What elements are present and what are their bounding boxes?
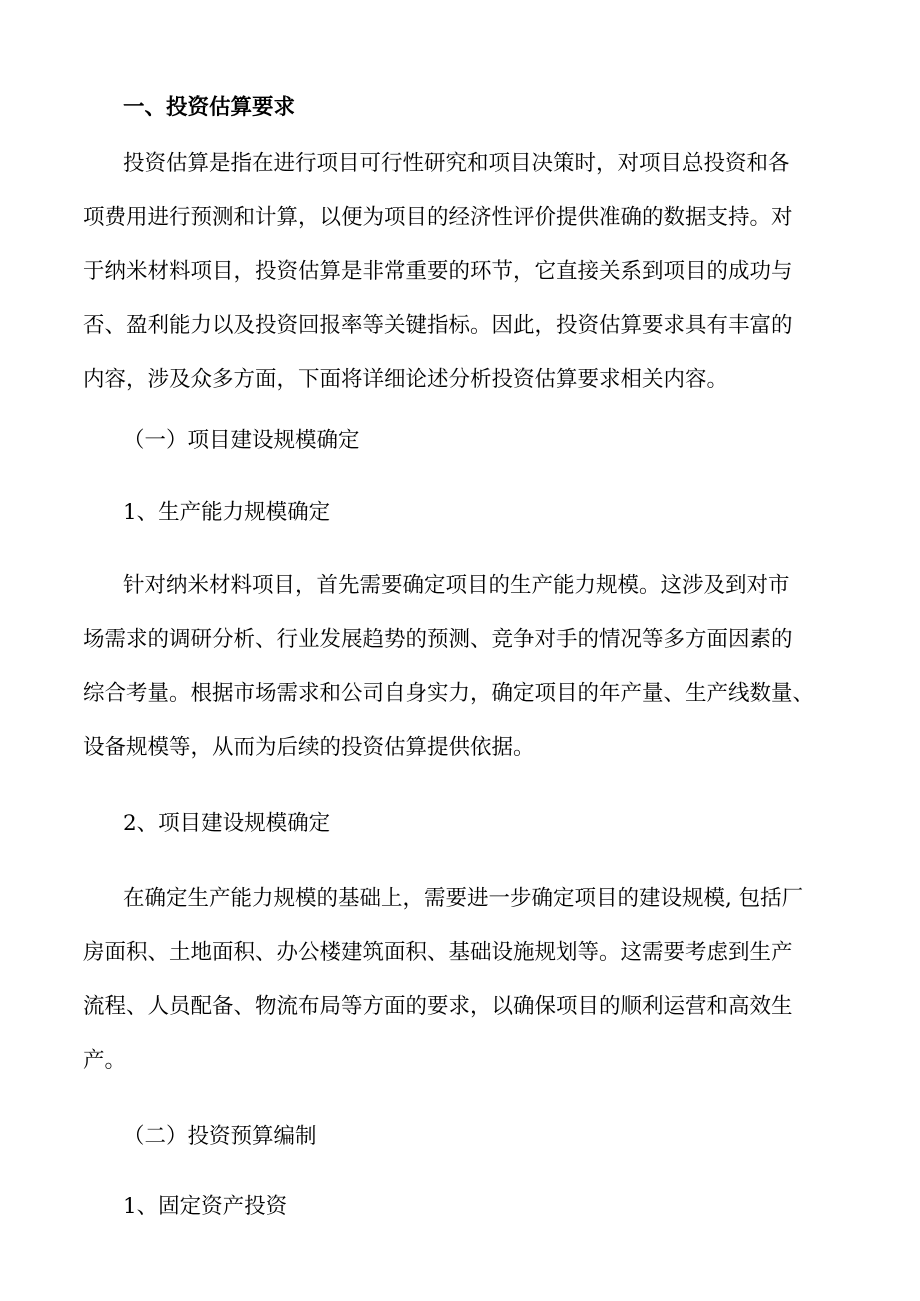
construction-line-4: 产。 — [83, 1048, 127, 1073]
construction-line-2: 房面积、土地面积、办公楼建筑面积、基础设施规划等。这需要考虑到生产 — [83, 940, 793, 965]
capacity-line-3: 综合考量。根据市场需求和公司自身实力，确定项目的年产量、生产线数量、 — [83, 681, 815, 706]
intro-line-4: 否、盈利能力以及投资回报率等关键指标。因此，投资估算要求具有丰富的 — [83, 313, 793, 338]
capacity-line-4: 设备规模等，从而为后续的投资估算提供依据。 — [83, 735, 535, 760]
subsection-title-construction: 2、项目建设规模确定 — [123, 811, 331, 836]
construction-line-1: 在确定生产能力规模的基础上，需要进一步确定项目的建设规模, 包括厂 — [123, 886, 804, 911]
intro-line-5: 内容，涉及众多方面，下面将详细论述分析投资估算要求相关内容。 — [83, 367, 729, 392]
intro-line-3: 于纳米材料项目，投资估算是非常重要的环节，它直接关系到项目的成功与 — [83, 259, 793, 284]
capacity-line-2: 场需求的调研分析、行业发展趋势的预测、竞争对手的情况等多方面因素的 — [83, 627, 793, 652]
section-title-budget: （二）投资预算编制 — [123, 1124, 317, 1149]
heading-investment-estimate: 一、投资估算要求 — [123, 95, 296, 120]
intro-line-2: 项费用进行预测和计算，以便为项目的经济性评价提供准确的数据支持。对 — [83, 205, 793, 230]
subsection-title-fixed-assets: 1、固定资产投资 — [123, 1194, 288, 1219]
subsection-title-capacity: 1、生产能力规模确定 — [123, 500, 331, 525]
construction-line-3: 流程、人员配备、物流布局等方面的要求，以确保项目的顺利运营和高效生 — [83, 994, 793, 1019]
section-title-scale: （一）项目建设规模确定 — [123, 428, 360, 453]
capacity-line-1: 针对纳米材料项目，首先需要确定项目的生产能力规模。这涉及到对市 — [123, 573, 790, 598]
intro-line-1: 投资估算是指在进行项目可行性研究和项目决策时，对项目总投资和各 — [123, 151, 790, 176]
